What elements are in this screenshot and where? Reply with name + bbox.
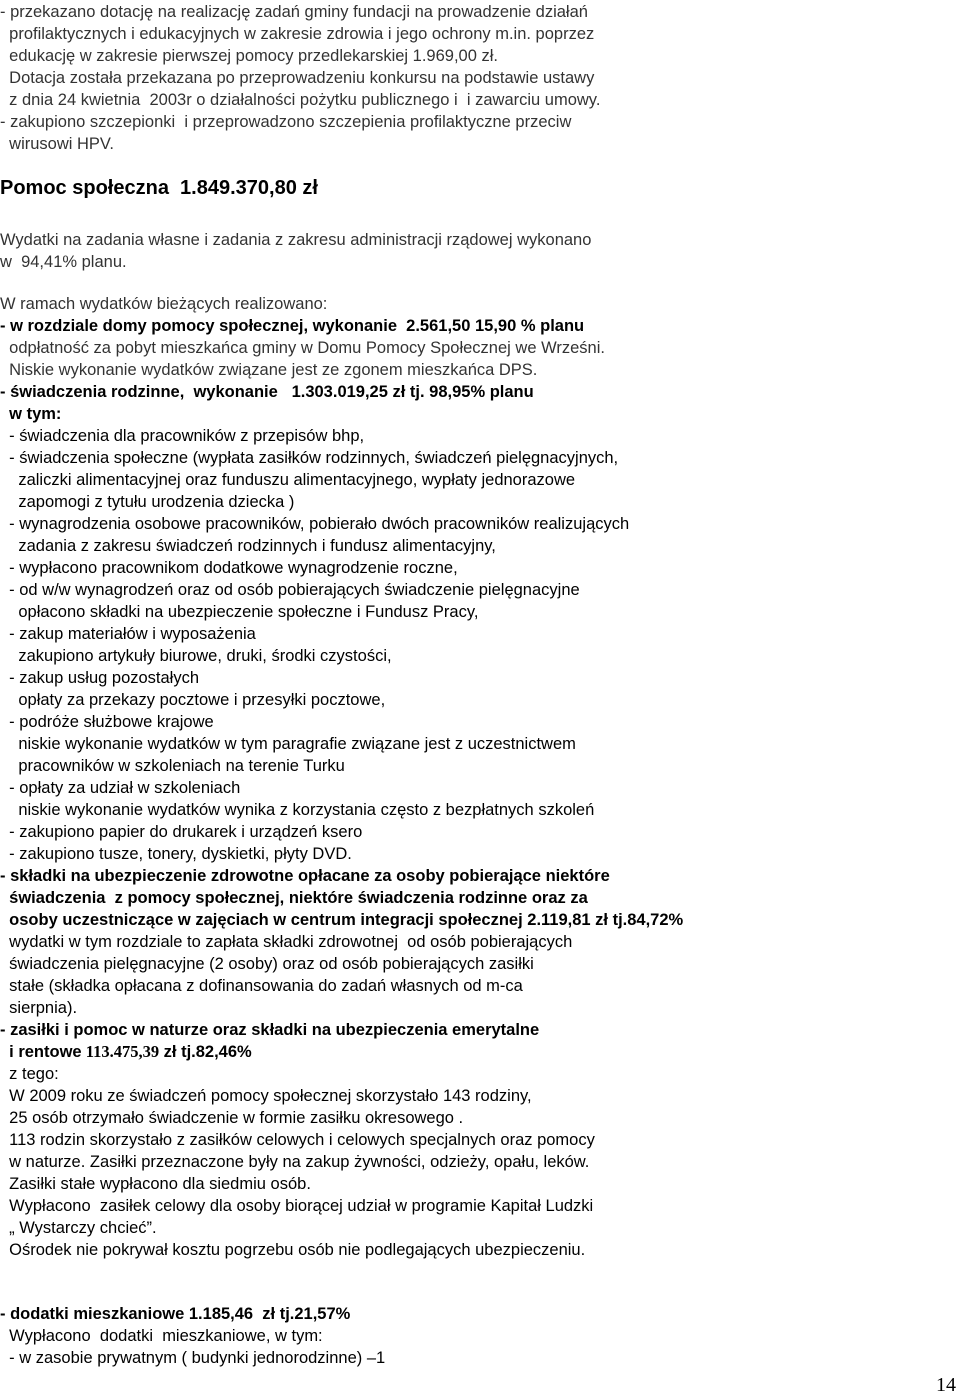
text-line: świadczenia pielęgnacyjne (2 osoby) oraz od osób pobierających zasiłki: [0, 955, 534, 973]
text-line: opłacono składki na ubezpieczenie społeczne i Fundusz Pracy,: [0, 603, 479, 621]
text-line: Wypłacono zasiłek celowy dla osoby biorącej udział w programie Kapitał Ludzki: [0, 1197, 594, 1215]
text-line: - świadczenia dla pracowników z przepisów bhp,: [0, 427, 365, 445]
text-line: - przekazano dotację na realizację zadań gminy fundacji na prowadzenie działań: [0, 3, 588, 21]
text-line: - zasiłki i pomoc w naturze oraz składki na ubezpieczenia emerytalne: [0, 1021, 540, 1039]
text-line: pracowników w szkoleniach na terenie Turku: [0, 757, 345, 775]
text-segment: zł tj.82,46%: [159, 1043, 252, 1061]
text-line: - zakupiono szczepionki i przeprowadzono szczepienia profilaktyczne przeciw: [0, 113, 572, 131]
text-line: sierpnia).: [0, 999, 78, 1017]
text-line: - zakup usług pozostałych: [0, 669, 200, 687]
text-line: Zasiłki stałe wypłacono dla siedmiu osób.: [0, 1175, 311, 1193]
text-line: - podróże służbowe krajowe: [0, 713, 214, 731]
text-line: edukację w zakresie pierwszej pomocy przedlekarskiej 1.969,00 zł.: [0, 47, 498, 65]
text-line: w naturze. Zasiłki przeznaczone były na zakup żywności, odzieży, opału, leków.: [0, 1153, 590, 1171]
text-line: - świadczenia rodzinne, wykonanie 1.303.019,25 zł tj. 98,95% planu: [0, 383, 534, 401]
text-line: - zakupiono papier do drukarek i urządzeń ksero: [0, 823, 363, 841]
text-line: zadania z zakresu świadczeń rodzinnych i fundusz alimentacyjny,: [0, 537, 496, 555]
text-line: wydatki w tym rozdziale to zapłata składki zdrowotnej od osób pobierających: [0, 933, 573, 951]
text-line: świadczenia z pomocy społecznej, niektóre świadczenia rodzinne oraz za: [0, 889, 588, 907]
text-line: - składki na ubezpieczenie zdrowotne opłacane za osoby pobierające niektóre: [0, 867, 610, 885]
text-line: - w zasobie prywatnym ( budynki jednorodzinne) –1: [0, 1349, 386, 1367]
text-segment: i rentowe: [0, 1043, 82, 1061]
text-line: wirusowi HPV.: [0, 135, 115, 153]
text-line: z tego:: [0, 1065, 59, 1083]
text-line: profilaktycznych i edukacyjnych w zakresie zdrowia i jego ochrony m.in. poprzez: [0, 25, 595, 43]
text-line: - wypłacono pracownikom dodatkowe wynagrodzenie roczne,: [0, 559, 458, 577]
text-line: stałe (składka opłacana z dofinansowania do zadań własnych od m-ca: [0, 977, 523, 995]
text-line: Niskie wykonanie wydatków związane jest ze zgonem mieszkańca DPS.: [0, 361, 538, 379]
text-line: Wydatki na zadania własne i zadania z zakresu administracji rządowej wykonano: [0, 231, 592, 249]
text-line: 113 rodzin skorzystało z zasiłków celowych i celowych specjalnych oraz pomocy: [0, 1131, 595, 1149]
text-line: Ośrodek nie pokrywał kosztu pogrzebu osób nie podlegających ubezpieczeniu.: [0, 1241, 586, 1259]
amount-value: 113.475,39: [81, 1042, 160, 1061]
text-line: Wypłacono dodatki mieszkaniowe, w tym:: [0, 1327, 323, 1345]
text-line: z dnia 24 kwietnia 2003r o działalności pożytku publicznego i i zawarciu umowy.: [0, 91, 601, 109]
text-line: - od w/w wynagrodzeń oraz od osób pobierających świadczenie pielęgnacyjne: [0, 581, 580, 599]
text-line: odpłatność za pobyt mieszkańca gminy w Domu Pomocy Społecznej we Wrześni.: [0, 339, 605, 357]
text-line: niskie wykonanie wydatków w tym paragrafie związane jest z uczestnictwem: [0, 735, 576, 753]
page-number: 14: [936, 1374, 956, 1396]
text-line: - wynagrodzenia osobowe pracowników, pobierało dwóch pracowników realizujących: [0, 515, 630, 533]
text-line: „ Wystarczy chcieć”.: [0, 1219, 157, 1237]
text-line: zapomogi z tytułu urodzenia dziecka ): [0, 493, 295, 511]
section-heading: Pomoc społeczna 1.849.370,80 zł: [0, 177, 318, 199]
text-line: - dodatki mieszkaniowe 1.185,46 zł tj.21,57%: [0, 1305, 351, 1323]
text-line: [0, 1042, 252, 1062]
text-line: niskie wykonanie wydatków wynika z korzystania często z bezpłatnych szkoleń: [0, 801, 595, 819]
text-line: w tym:: [0, 405, 62, 423]
text-line: W ramach wydatków bieżących realizowano:: [0, 295, 328, 313]
text-line: zakupiono artykuły biurowe, druki, środki czystości,: [0, 647, 392, 665]
text-line: - zakup materiałów i wyposażenia: [0, 625, 256, 643]
text-line: osoby uczestniczące w zajęciach w centrum integracji społecznej 2.119,81 zł tj.84,72%: [0, 911, 684, 929]
text-line: - zakupiono tusze, tonery, dyskietki, płyty DVD.: [0, 845, 352, 863]
text-line: W 2009 roku ze świadczeń pomocy społecznej skorzystało 143 rodziny,: [0, 1087, 532, 1105]
text-line: Dotacja została przekazana po przeprowadzeniu konkursu na podstawie ustawy: [0, 69, 595, 87]
text-line: - w rozdziale domy pomocy społecznej, wykonanie 2.561,50 15,90 % planu: [0, 317, 585, 335]
text-line: 25 osób otrzymało świadczenie w formie zasiłku okresowego .: [0, 1109, 464, 1127]
text-line: - opłaty za udział w szkoleniach: [0, 779, 241, 797]
text-line: zaliczki alimentacyjnej oraz funduszu alimentacyjnego, wypłaty jednorazowe: [0, 471, 576, 489]
text-line: opłaty za przekazy pocztowe i przesyłki pocztowe,: [0, 691, 386, 709]
text-line: - świadczenia społeczne (wypłata zasiłków rodzinnych, świadczeń pielęgnacyjnych,: [0, 449, 619, 467]
text-line: w 94,41% planu.: [0, 253, 127, 271]
